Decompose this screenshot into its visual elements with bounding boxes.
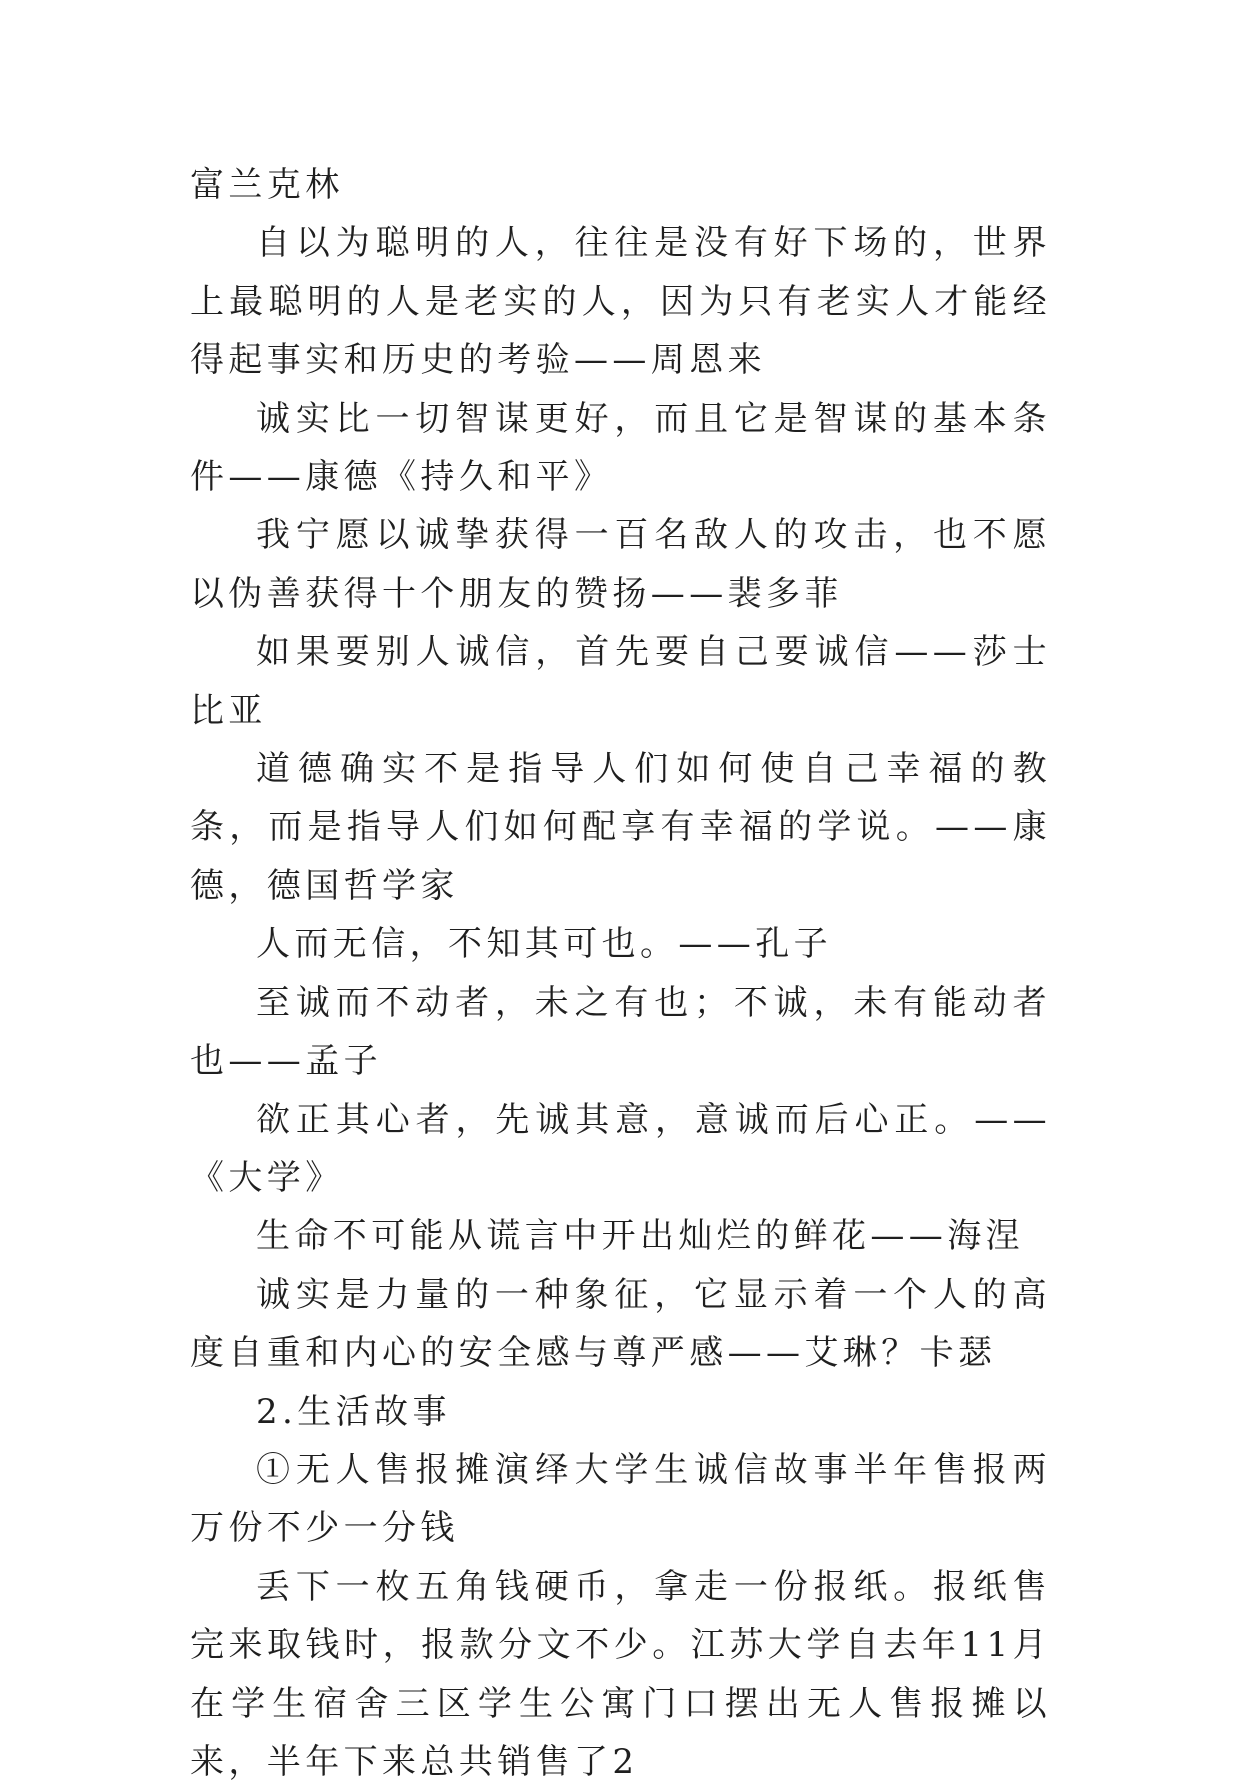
paragraph-quote-kant-peace: 诚实比一切智谋更好，而且它是智谋的基本条件——康德《持久和平》 bbox=[190, 398, 1051, 498]
story-body-newsstand: 丢下一枚五角钱硬币，拿走一份报纸。报纸售完来取钱时，报款分文不少。江苏大学自去年11月在学生宿舍三区学生公寓门口摆出无人售报摊以来，半年下来总共销售了2 bbox=[190, 1566, 1051, 1782]
paragraph-quote-great-learning: 欲正其心者，先诚其意，意诚而后心正。——《大学》 bbox=[190, 1099, 1051, 1198]
paragraph-quote-confucius: 人而无信，不知其可也。——孔子 bbox=[256, 924, 832, 965]
paragraph-quote-zhou-enlai: 自以为聪明的人，往往是没有好下场的，世界上最聪明的人是老实的人，因为只有老实人才能经得起事实和历史的考验——周恩来 bbox=[190, 223, 1051, 381]
paragraph-quote-shakespeare: 如果要别人诚信，首先要自己要诚信——莎士比亚 bbox=[190, 632, 1051, 731]
document-body bbox=[190, 156, 1051, 1791]
section-heading-life-stories: 2.生活故事 bbox=[256, 1391, 451, 1432]
paragraph-quote-cather: 诚实是力量的一种象征，它显示着一个人的高度自重和内心的安全感与尊严感——艾琳？卡瑟 bbox=[190, 1274, 1051, 1374]
story-title-newsstand: ①无人售报摊演绎大学生诚信故事半年售报两万份不少一分钱 bbox=[190, 1449, 1051, 1549]
paragraph-quote-heine: 生命不可能从谎言中开出灿烂的鲜花——海涅 bbox=[256, 1216, 1024, 1257]
paragraph-quote-kant-morals: 道德确实不是指导人们如何使自己幸福的教条，而是指导人们如何配享有幸福的学说。——康德，德国哲学家 bbox=[190, 749, 1051, 906]
paragraph-author-franklin: 富兰克林 bbox=[190, 165, 344, 205]
paragraph-quote-mencius: 至诚而不动者，未之有也；不诚，未有能动者也——孟子 bbox=[190, 982, 1051, 1082]
paragraph-quote-petofi: 我宁愿以诚挚获得一百名敌人的攻击，也不愿以伪善获得十个朋友的赞扬——裴多菲 bbox=[190, 515, 1051, 614]
